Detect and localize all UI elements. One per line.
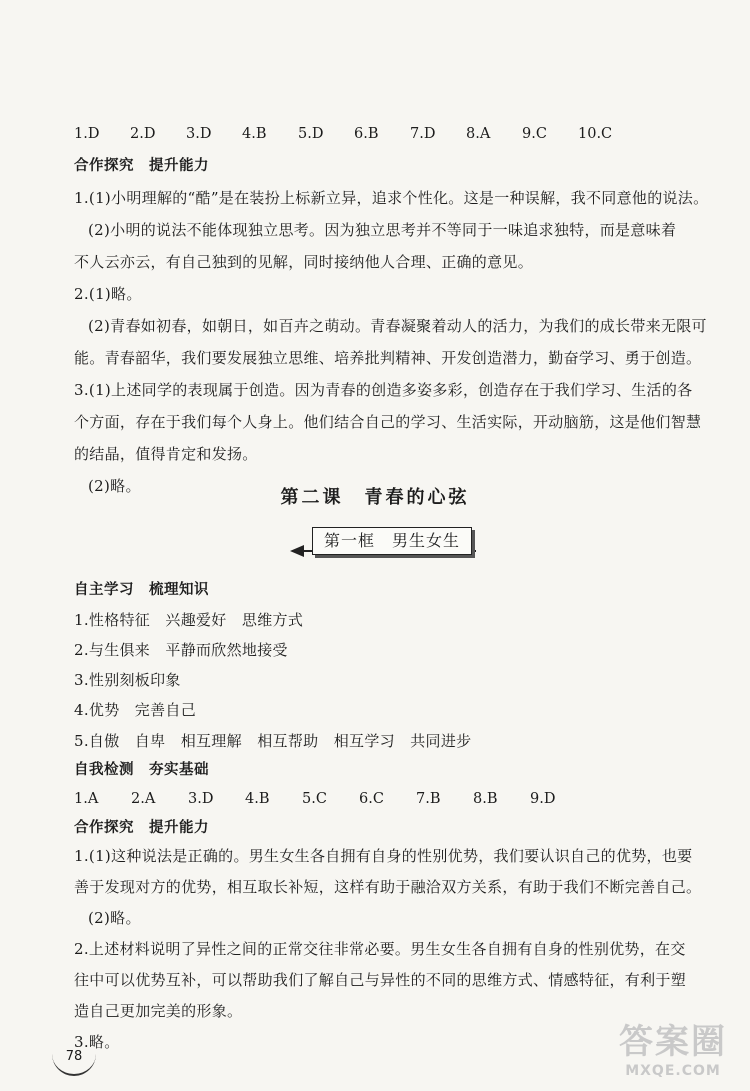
answer-line: 1.性格特征 兴趣爱好 思维方式 — [74, 611, 304, 629]
answer-item: 4.B — [242, 126, 267, 142]
frame-banner — [290, 525, 480, 561]
section-heading: 合作探究 提升能力 — [74, 820, 209, 836]
answer-line: (2)小明的说法不能体现独立思考。因为独立思考并不等同于一味追求独特，而是意味着 — [88, 221, 677, 239]
answer-line: (2)青春如初春，如朝日，如百卉之萌动。青春凝聚着动人的活力，为我们的成长带来无限可 — [88, 317, 707, 335]
watermark-url: MXQE.COM — [625, 1063, 721, 1079]
answer-line: (2)略。 — [88, 477, 141, 495]
answer-line: 2.(1)略。 — [74, 285, 142, 303]
answer-line: 善于发现对方的优势，相互取长补短，这样有助于融洽双方关系，有助于我们不断完善自己。 — [74, 878, 702, 896]
arrow-left-icon — [290, 545, 304, 557]
answer-item: 3.D — [188, 791, 214, 807]
answer-item: 8.A — [466, 126, 491, 142]
section-heading: 自我检测 夯实基础 — [74, 762, 209, 778]
answer-line: 2.与生俱来 平静而欣然地接受 — [74, 641, 288, 659]
frame-title: 第一框 男生女生 — [312, 527, 472, 555]
answer-row-2 — [74, 789, 587, 809]
answer-item: 7.B — [416, 791, 441, 807]
answer-item: 1.D — [74, 126, 100, 142]
answer-line: 3.略。 — [74, 1033, 120, 1051]
lesson-title: 第二课 青春的心弦 — [280, 487, 470, 508]
answer-row-1 — [74, 124, 634, 144]
answer-item: 1.A — [74, 791, 99, 807]
answer-line: 个方面，存在于我们每个人身上。他们结合自己的学习、生活实际，开动脑筋，这是他们智慧 — [74, 413, 702, 431]
answer-item: 9.D — [530, 791, 556, 807]
answer-item: 10.C — [578, 126, 613, 142]
answer-item: 4.B — [245, 791, 270, 807]
answer-line: 1.(1)这种说法是正确的。男生女生各自拥有自身的性别优势，我们要认识自己的优势，也要 — [74, 847, 693, 865]
section-heading: 合作探究 提升能力 — [74, 158, 209, 174]
answer-line: 2.上述材料说明了异性之间的正常交往非常必要。男生女生各自拥有自身的性别优势，在交 — [74, 940, 686, 958]
answer-line: 往中可以优势互补，可以帮助我们了解自己与异性的不同的思维方式、情感特征，有利于塑 — [74, 971, 687, 989]
watermark-text: 答案圈 — [619, 1022, 727, 1062]
answer-item: 8.B — [473, 791, 498, 807]
answer-line: 不人云亦云，有自己独到的见解，同时接纳他人合理、正确的意见。 — [74, 253, 534, 271]
answer-line: (2)略。 — [88, 909, 141, 927]
answer-item: 6.C — [359, 791, 384, 807]
answer-line: 3.性别刻板印象 — [74, 671, 181, 689]
answer-item: 6.B — [354, 126, 379, 142]
answer-item: 5.C — [302, 791, 327, 807]
answer-line: 5.自傲 自卑 相互理解 相互帮助 相互学习 共同进步 — [74, 732, 472, 750]
watermark-logo — [600, 1022, 746, 1088]
answer-line: 1.(1)小明理解的“酷”是在装扮上标新立异，追求个性化。这是一种误解，我不同意他的说法。 — [74, 189, 709, 207]
answer-line: 能。青春韶华，我们要发展独立思维、培养批判精神、开发创造潜力，勤奋学习、勇于创造。 — [74, 349, 702, 367]
answer-line: 4.优势 完善自己 — [74, 701, 197, 719]
page-number: 78 — [52, 1046, 96, 1076]
answer-item: 2.A — [131, 791, 156, 807]
answer-item: 7.D — [410, 126, 436, 142]
answer-line: 造自己更加完美的形象。 — [74, 1002, 243, 1020]
answer-item: 3.D — [186, 126, 212, 142]
answer-line: 3.(1)上述同学的表现属于创造。因为青春的创造多姿多彩，创造存在于我们学习、生活的各 — [74, 381, 693, 399]
section-heading: 自主学习 梳理知识 — [74, 582, 209, 598]
answer-item: 5.D — [298, 126, 324, 142]
answer-item: 9.C — [522, 126, 547, 142]
answer-item: 2.D — [130, 126, 156, 142]
answer-line: 的结晶，值得肯定和发扬。 — [74, 445, 258, 463]
